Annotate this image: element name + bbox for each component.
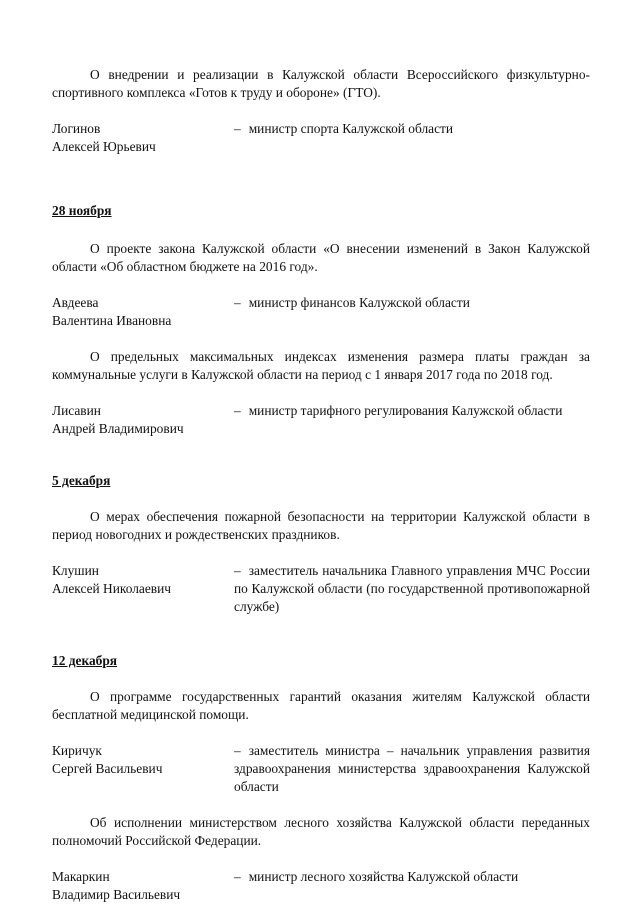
speaker-name bbox=[52, 562, 234, 616]
speaker-given-name: Алексей Николаевич bbox=[52, 581, 172, 596]
speaker-role: – заместитель начальника Главного управления МЧС России по Калужской области (по государственной противопожарной службе) bbox=[234, 563, 590, 614]
speaker-role: – министр лесного хозяйства Калужской области bbox=[234, 869, 519, 884]
speaker-surname: Авдеева bbox=[52, 295, 99, 310]
speaker-given-name: Сергей Васильевич bbox=[52, 761, 163, 776]
agenda-topic: О внедрении и реализации в Калужской области Всероссийского физкультурно-спортивного комплекса «Готов к труду и обороне» (ГТО). bbox=[52, 67, 590, 100]
dash: – bbox=[234, 121, 241, 136]
speaker-name bbox=[52, 868, 234, 904]
dash: – bbox=[234, 563, 241, 578]
agenda-topic: О мерах обеспечения пожарной безопасности на территории Калужской области в период новогодних и рождественских праздников. bbox=[52, 509, 590, 542]
speaker-role: – министр финансов Калужской области bbox=[234, 295, 470, 310]
dash: – bbox=[234, 403, 241, 418]
speaker-role: – министр тарифного регулирования Калужской области bbox=[234, 403, 563, 418]
agenda-topic: О программе государственных гарантий оказания жителям Калужской области бесплатной медицинской помощи. bbox=[52, 689, 590, 722]
speaker bbox=[52, 294, 590, 330]
agenda-topic: О проекте закона Калужской области «О внесении изменений в Закон Калужской области «Об областном бюджете на 2016 год». bbox=[52, 241, 590, 274]
speaker-surname: Макаркин bbox=[52, 869, 110, 884]
dash: – bbox=[234, 295, 241, 310]
speaker-role: – заместитель министра – начальник управления развития здравоохранения министерства здравоохранения Калужской области bbox=[234, 743, 590, 794]
speaker-surname: Лисавин bbox=[52, 403, 101, 418]
speaker bbox=[52, 868, 590, 904]
section-date: 12 декабря bbox=[52, 653, 118, 668]
speaker-surname: Киричук bbox=[52, 743, 102, 758]
dash: – bbox=[234, 869, 241, 884]
speaker-name bbox=[52, 120, 234, 156]
speaker bbox=[52, 120, 590, 156]
speaker-name bbox=[52, 742, 234, 796]
document-page bbox=[52, 66, 590, 904]
speaker-surname: Логинов bbox=[52, 121, 101, 136]
section-date: 5 декабря bbox=[52, 473, 111, 488]
speaker bbox=[52, 402, 590, 438]
dash: – bbox=[234, 743, 241, 758]
speaker-name bbox=[52, 402, 234, 438]
speaker-role: – министр спорта Калужской области bbox=[234, 121, 454, 136]
speaker-given-name: Валентина Ивановна bbox=[52, 313, 172, 328]
agenda-topic: О предельных максимальных индексах изменения размера платы граждан за коммунальные услуги в Калужской области на период с 1 января 2017 года по 2018 год. bbox=[52, 349, 590, 382]
speaker-given-name: Алексей Юрьевич bbox=[52, 139, 156, 154]
speaker-name bbox=[52, 294, 234, 330]
speaker-surname: Клушин bbox=[52, 563, 99, 578]
speaker bbox=[52, 742, 590, 796]
speaker bbox=[52, 562, 590, 616]
speaker-given-name: Андрей Владимирович bbox=[52, 421, 184, 436]
section-date: 28 ноября bbox=[52, 203, 112, 218]
agenda-topic: Об исполнении министерством лесного хозяйства Калужской области переданных полномочий Российской Федерации. bbox=[52, 815, 590, 848]
speaker-given-name: Владимир Васильевич bbox=[52, 887, 181, 902]
